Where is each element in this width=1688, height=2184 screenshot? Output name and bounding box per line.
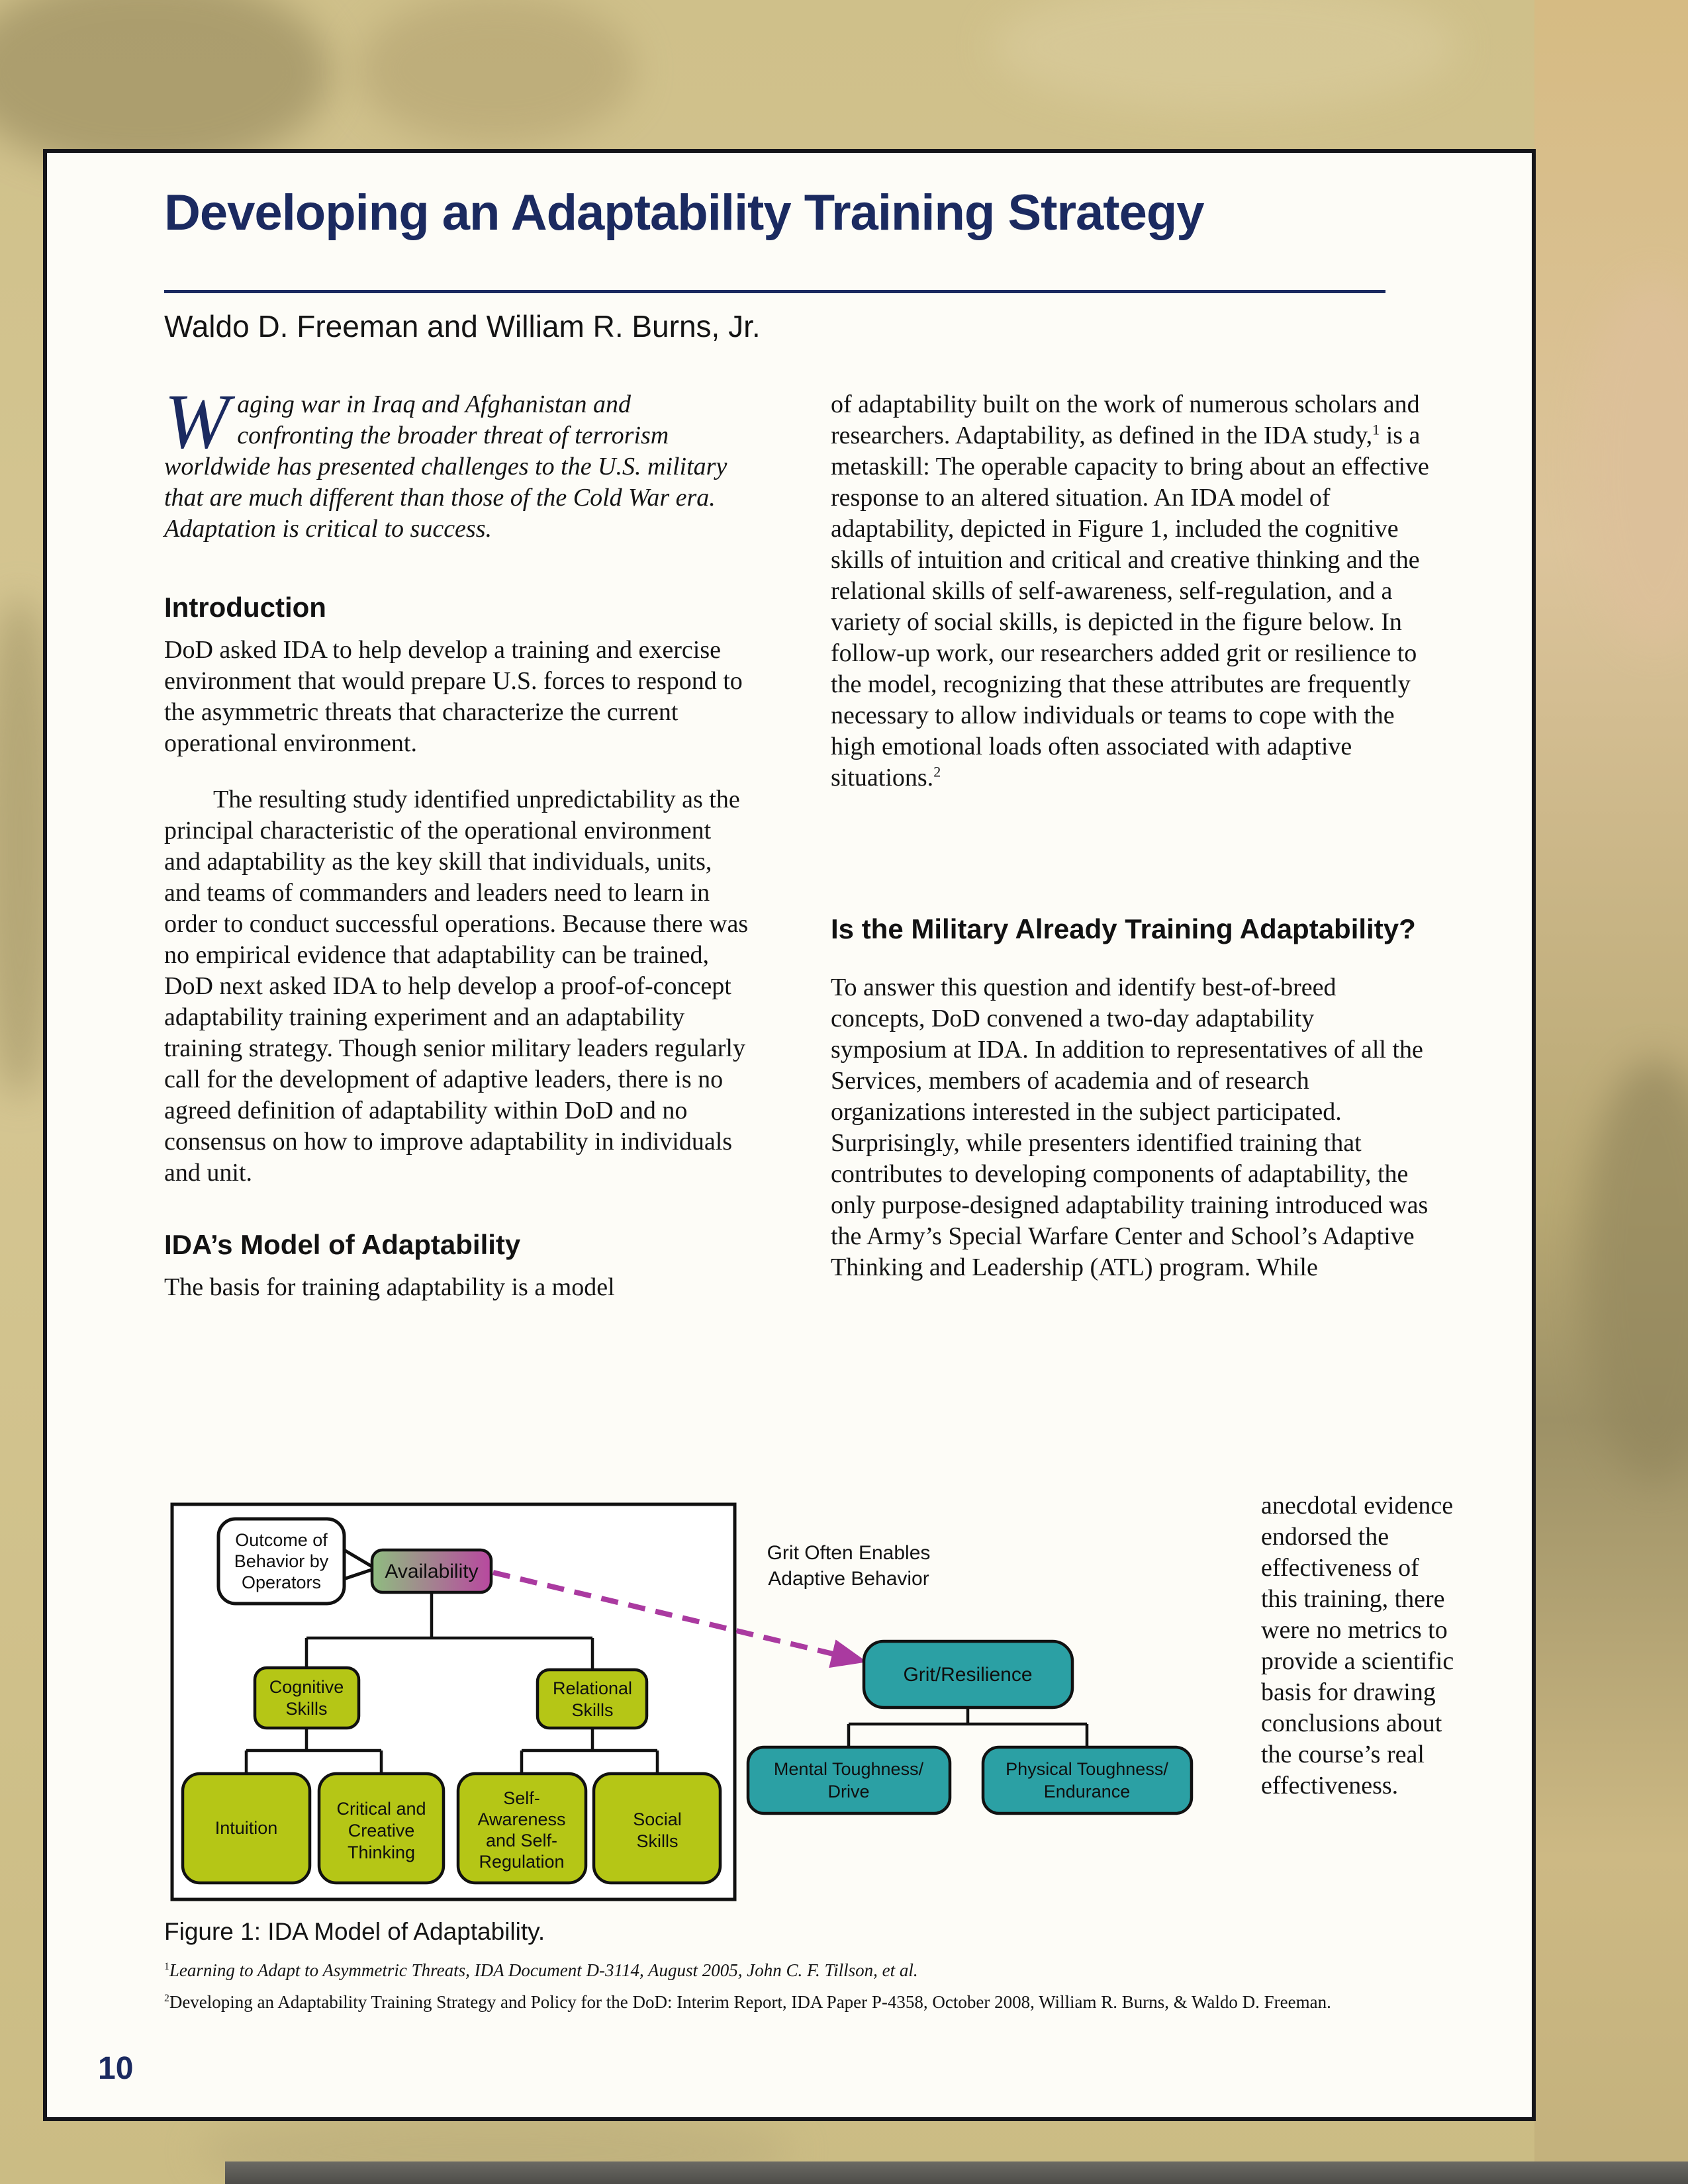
background-silhouette [0,0,331,172]
svg-text:Regulation: Regulation [479,1852,565,1872]
svg-text:Skills: Skills [636,1831,679,1851]
svg-text:Physical Toughness/: Physical Toughness/ [1006,1759,1168,1779]
node-cognitive-skills [255,1668,359,1728]
svg-text:Self-: Self- [503,1788,540,1808]
svg-text:Skills: Skills [285,1699,328,1719]
svg-text:Behavior by: Behavior by [234,1551,329,1571]
svg-text:and Self-: and Self- [485,1831,558,1850]
node-social-skills [594,1774,720,1883]
paragraph-adaptability-part2: is a metaskill: The operable capacity to bring about an effective response to an altered situation. An IDA model of adaptability, depicted in Figure 1, included the cognitive skills of intuition and critical and creative thinking and the relational skills of self-awareness, self-regulation, and a variety of social skills, is depicted in the figure below. In follow-up work, our researchers added grit or resilience to the model, recognizing that these attributes are frequently necessary to allow individuals or teams to cope with the high emotional loads often associated with adaptive situations. [831,422,1429,792]
heading-introduction: Introduction [164,592,326,623]
wrap-column: anecdotal evidence endorsed the effectiveness of this training, there were no metrics to provide a scientific basis for drawing conclusions about the course’s real effectiveness. [1261,1492,1454,1799]
svg-text:Relational: Relational [552,1678,633,1698]
svg-text:Drive: Drive [827,1782,870,1801]
footnote-2-marker: 2 [164,1993,169,2004]
svg-text:Grit/Resilience: Grit/Resilience [903,1664,1033,1686]
dropcap: W [164,378,230,465]
svg-text:Social: Social [633,1809,682,1829]
svg-text:Awareness: Awareness [477,1809,566,1829]
footnote-ref-1: 1 [1372,421,1380,438]
svg-text:Thinking: Thinking [347,1843,416,1862]
intro-paragraph [164,378,753,545]
paragraph-dod-asked: DoD asked IDA to help develop a training and exercise environment that would prepare U.S. forces to respond to the asymmetric threats that characterize the current operational environment. [164,636,743,757]
page-number: 10 [98,2051,134,2086]
svg-text:Cognitive: Cognitive [269,1677,344,1697]
svg-text:Creative: Creative [348,1821,415,1841]
footnotes [164,1959,1442,2023]
node-self-awareness-regulation [458,1774,586,1883]
footnote-1 [164,1959,1442,1981]
paragraph-adaptability-part1: of adaptability built on the work of numerous scholars and researchers. Adaptability, as defined in the IDA study, [831,390,1420,449]
node-critical-creative-thinking [319,1774,444,1883]
svg-text:Grit Often Enables: Grit Often Enables [767,1542,931,1564]
node-availability [372,1550,491,1592]
heading-military-training: Is the Military Already Training Adaptability? [831,913,1416,944]
background-photo-edge [225,2161,1688,2184]
grit-annotation [767,1542,931,1590]
intro-text: aging war in Iraq and Afghanistan and confronting the broader threat of terrorism worldwide has presented challenges to the U.S. military that are much different than those of the Cold War era. Adaptation is critical to success. [164,390,727,543]
footnote-2 [164,1991,1442,2013]
svg-text:Intuition: Intuition [214,1818,278,1838]
footnote-1-marker: 1 [164,1961,169,1972]
svg-text:Operators: Operators [241,1572,322,1592]
paragraph-basis: The basis for training adaptability is a model [164,1273,615,1301]
svg-text:Adaptive Behavior: Adaptive Behavior [768,1568,929,1590]
figure-1-diagram [162,1494,1235,1931]
node-grit-resilience [864,1641,1072,1707]
footnote-2-text: Developing an Adaptability Training Strategy and Policy for the DoD: Interim Report, IDA Paper P-4358, October 2008, William R. Burns, & Waldo D. Freeman. [169,1992,1331,2012]
svg-text:Availability: Availability [385,1561,479,1582]
svg-text:Critical and: Critical and [336,1799,426,1819]
svg-text:Endurance: Endurance [1043,1782,1131,1801]
footnote-ref-2: 2 [933,763,941,780]
svg-text:Outcome of: Outcome of [235,1530,328,1550]
background-silhouette [993,0,1456,113]
background-silhouette [357,0,635,146]
column-left [164,378,753,1303]
footnote-1-text: Learning to Adapt to Asymmetric Threats, IDA Document D-3114, August 2005, John C. F. Tillson, et al. [169,1960,918,1980]
svg-text:Mental Toughness/: Mental Toughness/ [773,1759,924,1779]
figure-caption: Figure 1: IDA Model of Adaptability. [164,1918,545,1945]
byline: Waldo D. Freeman and William R. Burns, Jr. [164,309,761,343]
heading-ida-model: IDA’s Model of Adaptability [164,1229,521,1260]
column-right [831,389,1430,1283]
paragraph-adaptability-model [831,389,1430,794]
node-intuition [183,1774,310,1883]
title-rule [164,290,1385,293]
node-physical-toughness [983,1747,1192,1813]
node-mental-toughness [748,1747,950,1813]
node-relational-skills [538,1670,647,1728]
svg-text:Skills: Skills [571,1700,614,1720]
article-title: Developing an Adaptability Training Strategy [164,185,1204,241]
connector-grit-children [849,1707,1087,1747]
paragraph-symposium: To answer this question and identify best-of-breed concepts, DoD convened a two-day adaptability symposium at IDA. In addition to representatives of all the Services, members of academia and of research organizations interested in the subject participated. Surprisingly, while presenters identified training that contributes to developing components of adaptability, the only purpose-designed adaptability training introduced was the Army’s Special Warfare Center and School’s Adaptive Thinking and Leadership (ATL) program. While [831,974,1429,1281]
paragraph-resulting-study: The resulting study identified unpredictability as the principal characteristic of the operational environment and adaptability as the key skill that individuals, units, and teams of commanders and leaders need to learn in order to conduct successful operations. Because there was no empirical evidence that adaptability can be trained, DoD next asked IDA to help develop a proof-of-concept adaptability training experiment and an adaptability training strategy. Though senior military leaders regularly call for the development of adaptive leaders, there is no agreed definition of adaptability within DoD and no consensus on how to improve adaptability in individuals and unit. [164,786,749,1187]
